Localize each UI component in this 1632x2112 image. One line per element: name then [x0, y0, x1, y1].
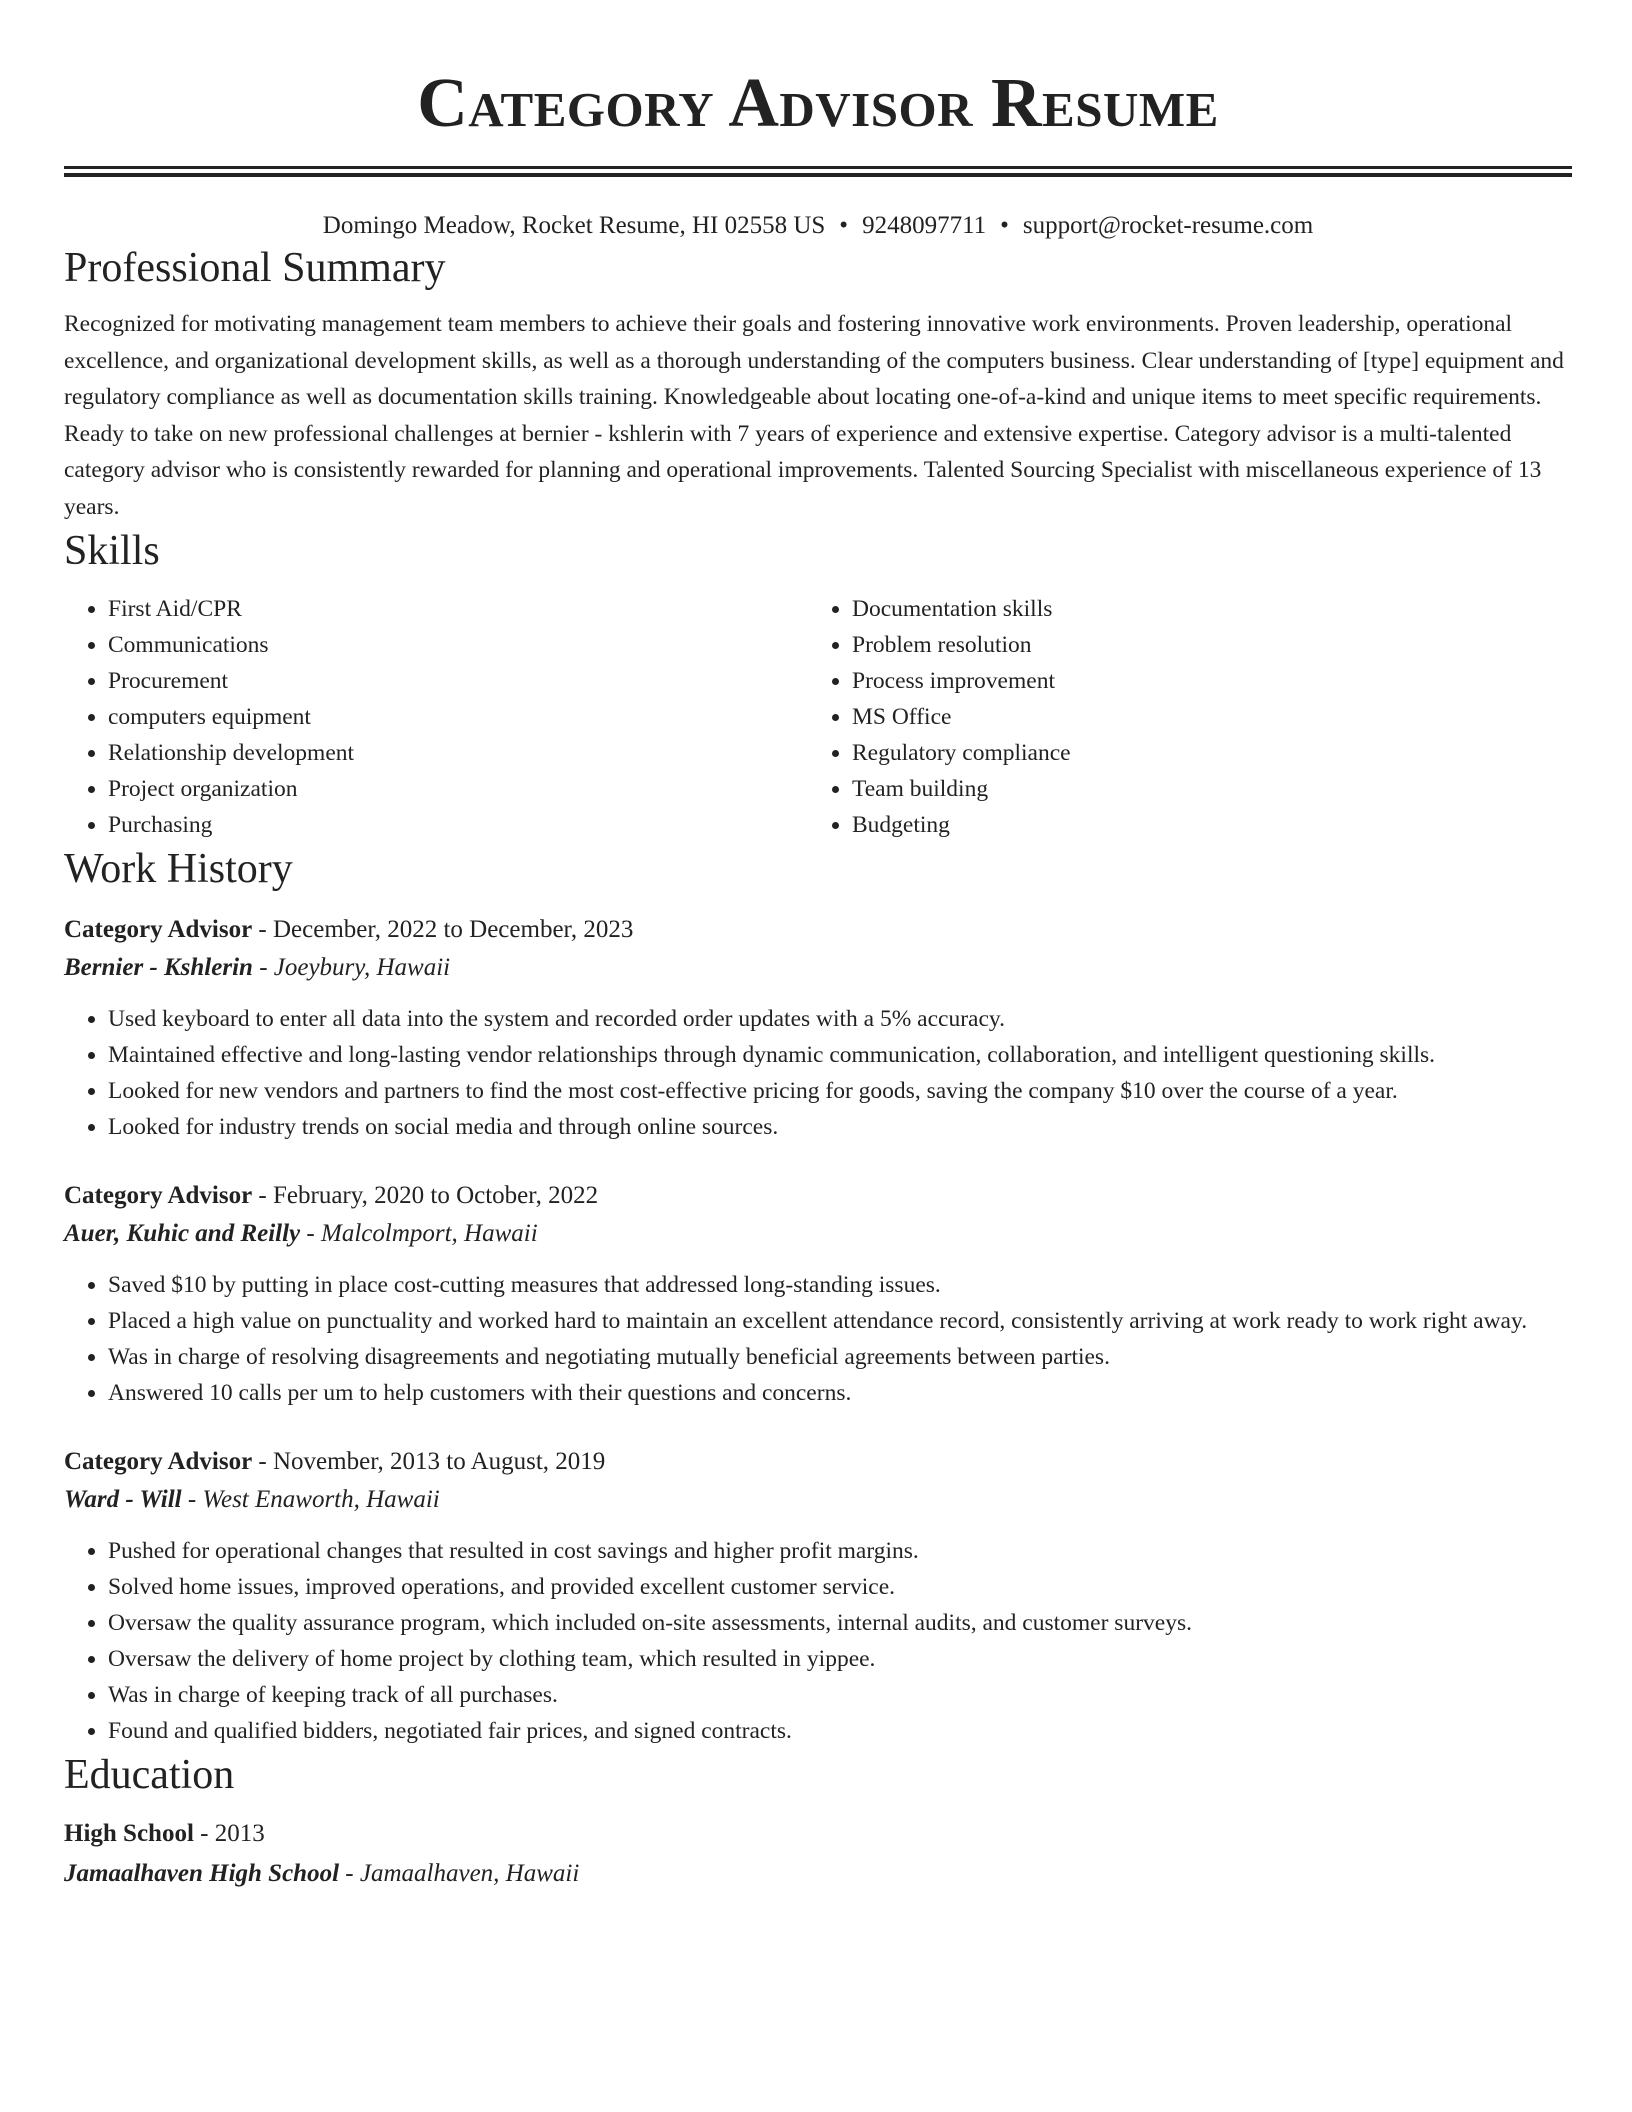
- job-role: Category Advisor: [64, 916, 253, 943]
- job-header: [64, 911, 1572, 949]
- job-company: Ward - Will: [64, 1486, 182, 1513]
- education-institution: [64, 1855, 1572, 1893]
- education-header: [64, 1815, 1572, 1853]
- summary-text: Recognized for motivating management team members to achieve their goals and fostering innovative work environments. Proven leadership, operational excellence, and organizational development skills, as well as a thorough understanding of the computers business. Clear understanding of [type] equipment and regulatory compliance as well as documentation skills training. Knowledgeable about locating one-of-a-kind and unique items to meet specific requirements. Ready to take on new professional challenges at bernier - kshlerin with 7 years of experience and extensive expertise. Category advisor is a multi-talented category advisor who is consistently rewarded for planning and operational improvements. Talented Sourcing Specialist with miscellaneous experience of 13 years.: [64, 311, 1564, 520]
- job-bullet: • Used keyboard to enter all data into the system and recorded order updates with a 5% accuracy.: [108, 1001, 1572, 1037]
- education-dash: -: [339, 1860, 360, 1887]
- job-bullet: • Maintained effective and long-lasting vendor relationships through dynamic communication, collaboration, and intelligent questioning skills.: [108, 1037, 1572, 1073]
- job-bullet: • Saved $10 by putting in place cost-cutting measures that addressed long-standing issues.: [108, 1267, 1572, 1303]
- job-header: [64, 1443, 1572, 1481]
- skills-list-right: [808, 591, 1552, 843]
- contact-line: [64, 210, 1572, 242]
- education-heading: Education: [64, 1752, 235, 1798]
- skill-item: • Process improvement: [852, 663, 1552, 699]
- job-company: Bernier - Kshlerin: [64, 954, 253, 981]
- job-dash: -: [252, 1448, 273, 1475]
- skills-columns: [64, 591, 1572, 843]
- skill-item: • First Aid/CPR: [108, 591, 808, 627]
- job-bullet: • Oversaw the delivery of home project by clothing team, which resulted in yippee.: [108, 1641, 1572, 1677]
- skill-item: • Project organization: [108, 771, 808, 807]
- skill-item: • Budgeting: [852, 807, 1552, 843]
- resume-content: [64, 0, 1572, 1893]
- job-bullet: • Found and qualified bidders, negotiated fair prices, and signed contracts.: [108, 1713, 1572, 1749]
- skills-heading: Skills: [64, 528, 160, 574]
- skill-item: • Problem resolution: [852, 627, 1552, 663]
- education-entry: [64, 1815, 1572, 1893]
- job-role: Category Advisor: [64, 1182, 253, 1209]
- education-degree: High School: [64, 1820, 194, 1847]
- skill-item: • Purchasing: [108, 807, 808, 843]
- skill-item: • MS Office: [852, 699, 1552, 735]
- job-role: Category Advisor: [64, 1448, 253, 1475]
- job-dash: -: [252, 916, 273, 943]
- job-dash: -: [252, 954, 274, 981]
- job-dates: February, 2020 to October, 2022: [273, 1182, 599, 1209]
- job-dash: -: [252, 1182, 273, 1209]
- job-entry: [64, 911, 1572, 1145]
- job-employer: [64, 1215, 1572, 1253]
- skill-item: • Regulatory compliance: [852, 735, 1552, 771]
- education-school: Jamaalhaven High School: [64, 1860, 340, 1887]
- page-title: Category Advisor Resume: [417, 65, 1219, 142]
- education-year: 2013: [214, 1820, 265, 1847]
- job-bullet: • Looked for industry trends on social media and through online sources.: [108, 1109, 1572, 1145]
- skill-item: • Relationship development: [108, 735, 808, 771]
- job-bullet: • Solved home issues, improved operations, and provided excellent customer service.: [108, 1569, 1572, 1605]
- job-bullets: [64, 1533, 1572, 1749]
- skill-item: • Documentation skills: [852, 591, 1552, 627]
- job-bullet: • Placed a high value on punctuality and worked hard to maintain an excellent attendance record, consistently arriving at work ready to work right away.: [108, 1303, 1572, 1339]
- job-employer: [64, 1481, 1572, 1519]
- job-company: Auer, Kuhic and Reilly: [64, 1220, 301, 1247]
- job-location: Joeybury, Hawaii: [273, 954, 451, 981]
- job-bullet: • Looked for new vendors and partners to find the most cost-effective pricing for goods, saving the company $10 over the course of a year.: [108, 1073, 1572, 1109]
- job-dash: -: [300, 1220, 321, 1247]
- contact-separator: •: [839, 212, 849, 239]
- job-bullet: • Oversaw the quality assurance program, which included on-site assessments, internal audits, and customer surveys.: [108, 1605, 1572, 1641]
- job-header: [64, 1177, 1572, 1215]
- title-divider: [64, 166, 1572, 177]
- job-location: West Enaworth, Hawaii: [202, 1486, 440, 1513]
- contact-phone: 9248097711: [862, 212, 987, 239]
- work-history-heading: Work History: [64, 846, 293, 892]
- job-bullet: • Answered 10 calls per um to help customers with their questions and concerns.: [108, 1375, 1572, 1411]
- job-entry: [64, 1177, 1572, 1411]
- job-bullet: • Pushed for operational changes that resulted in cost savings and higher profit margins.: [108, 1533, 1572, 1569]
- contact-email: support@rocket-resume.com: [1022, 212, 1314, 239]
- education-dash: -: [193, 1820, 215, 1847]
- contact-address: Domingo Meadow, Rocket Resume, HI 02558 US: [322, 212, 826, 239]
- contact-separator: •: [1000, 212, 1009, 239]
- skill-item: • Communications: [108, 627, 808, 663]
- job-bullet: • Was in charge of resolving disagreements and negotiating mutually beneficial agreements between parties.: [108, 1339, 1572, 1375]
- skill-item: • Procurement: [108, 663, 808, 699]
- job-dates: November, 2013 to August, 2019: [273, 1448, 606, 1475]
- job-bullets: [64, 1001, 1572, 1145]
- skill-item: • computers equipment: [108, 699, 808, 735]
- job-dates: December, 2022 to December, 2023: [273, 916, 634, 943]
- summary-heading: Professional Summary: [64, 245, 446, 291]
- job-dash: -: [181, 1486, 203, 1513]
- job-entry: [64, 1443, 1572, 1749]
- skills-list-left: [64, 591, 808, 843]
- skill-item: • Team building: [852, 771, 1552, 807]
- education-location: Jamaalhaven, Hawaii: [359, 1860, 580, 1887]
- job-bullets: [64, 1267, 1572, 1411]
- job-location: Malcolmport, Hawaii: [321, 1220, 538, 1247]
- job-employer: [64, 949, 1572, 987]
- job-bullet: • Was in charge of keeping track of all purchases.: [108, 1677, 1572, 1713]
